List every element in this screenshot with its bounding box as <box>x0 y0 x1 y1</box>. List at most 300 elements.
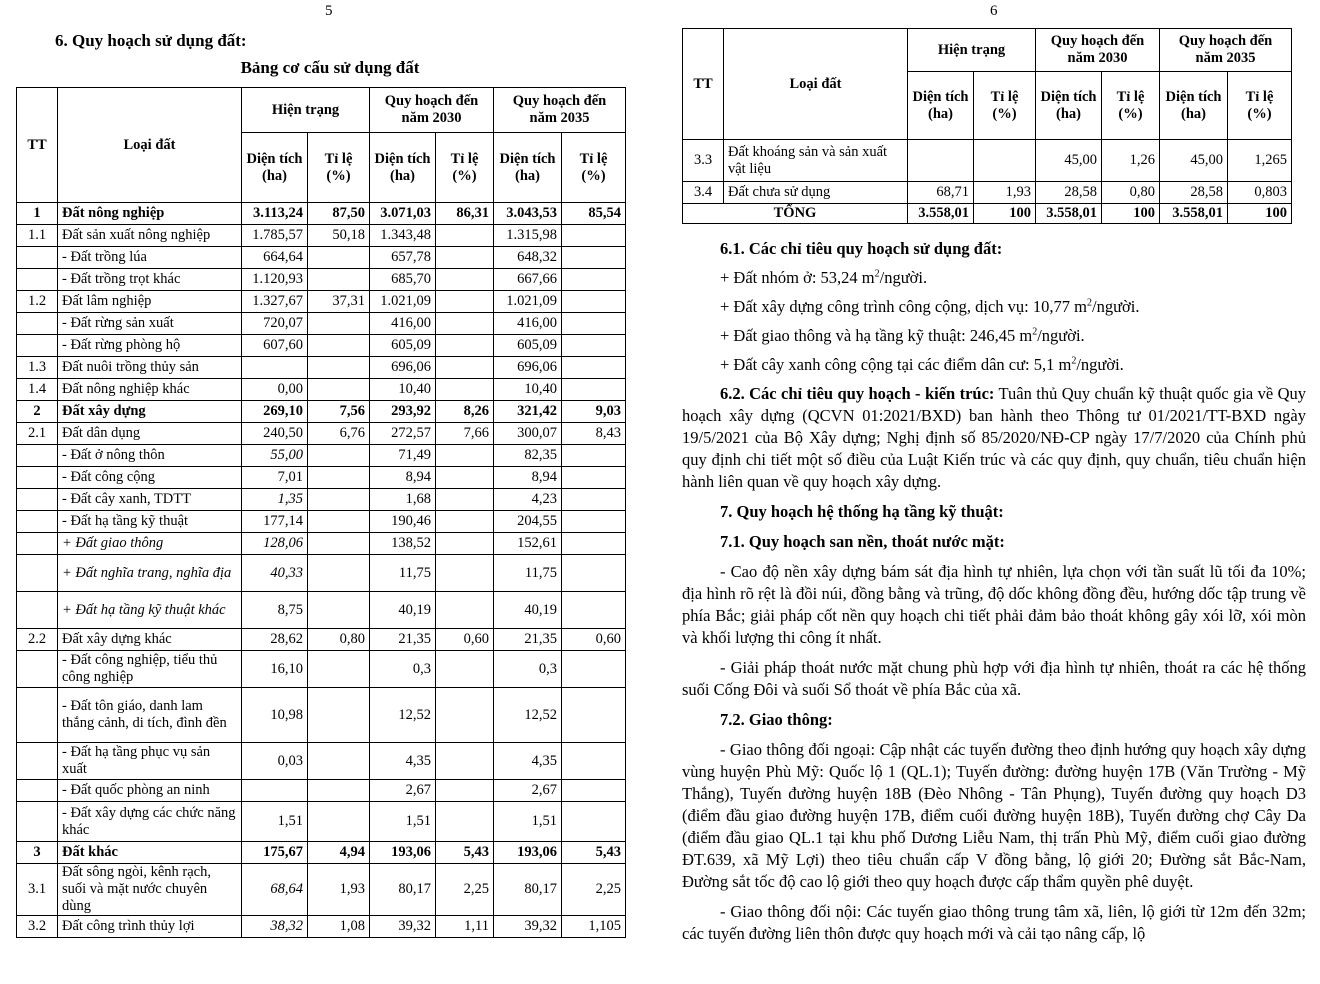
cell-q35-tl <box>562 651 626 688</box>
cell-tt <box>17 489 58 511</box>
cell-land-type: Đất công trình thủy lợi <box>58 916 242 938</box>
cell-ht-tl <box>308 555 370 592</box>
cell-q35-dt: 1,51 <box>494 802 562 842</box>
cell-q30-tl <box>436 467 494 489</box>
cell-tt: 1.2 <box>17 291 58 313</box>
cell-tt <box>17 743 58 780</box>
col-ti-le: Tỉ lệ (%) <box>1102 72 1160 140</box>
cell-ht-dt: 720,07 <box>242 313 308 335</box>
cell-ht-tl <box>308 511 370 533</box>
cell-tt <box>17 247 58 269</box>
col-ti-le: Tỉ lệ (%) <box>308 133 370 203</box>
cell-ht-dt <box>242 357 308 379</box>
cell-q35-tl: 5,43 <box>562 842 626 864</box>
table-row <box>17 780 626 802</box>
cell-q35-tl: 0,60 <box>562 629 626 651</box>
cell-q30-tl: 0,60 <box>436 629 494 651</box>
right-body-text <box>682 238 1306 945</box>
col-loai-dat: Loại đất <box>58 88 242 203</box>
cell-ht-dt <box>908 140 974 182</box>
cell-ht-dt: 55,00 <box>242 445 308 467</box>
cell-tt <box>17 467 58 489</box>
cell-q30-tl <box>436 743 494 780</box>
cell-ht-dt: 38,32 <box>242 916 308 938</box>
cell-ht-dt: 1,51 <box>242 802 308 842</box>
cell-q35-tl: 0,803 <box>1228 182 1292 204</box>
cell-q30-dt: 0,3 <box>370 651 436 688</box>
cell-q30-tl <box>436 313 494 335</box>
cell-q35-tl: 85,54 <box>562 203 626 225</box>
cell-tt: 3.1 <box>17 864 58 916</box>
table-row <box>17 916 626 938</box>
table-row <box>17 533 626 555</box>
cell-q30-tl <box>436 445 494 467</box>
cell-ht-dt: 8,75 <box>242 592 308 629</box>
cell-land-type: - Đất công nghiệp, tiểu thủ công nghiệp <box>58 651 242 688</box>
cell-q35-dt: 45,00 <box>1160 140 1228 182</box>
table-row <box>17 203 626 225</box>
cell-q30-dt: 8,94 <box>370 467 436 489</box>
cell-land-type: - Đất hạ tầng phục vụ sản xuất <box>58 743 242 780</box>
cell-land-type: Đất chưa sử dụng <box>724 182 908 204</box>
cell-ht-tl: 6,76 <box>308 423 370 445</box>
col-hien-trang: Hiện trạng <box>908 29 1036 72</box>
cell-tt <box>17 335 58 357</box>
table-row <box>17 423 626 445</box>
cell-q30-dt: 1.343,48 <box>370 225 436 247</box>
indicator-1: + Đất nhóm ở: 53,24 $m^2$/người. <box>720 268 928 287</box>
cell-q30-dt: 71,49 <box>370 445 436 467</box>
cell-q30-tl: 5,43 <box>436 842 494 864</box>
cell-tt <box>17 533 58 555</box>
cell-land-type: - Đất công cộng <box>58 467 242 489</box>
cell-q30-tl <box>436 780 494 802</box>
cell-q30-tl <box>436 651 494 688</box>
cell-q30-dt: 190,46 <box>370 511 436 533</box>
table-row <box>17 651 626 688</box>
cell-q30-dt: 685,70 <box>370 269 436 291</box>
table-row <box>17 688 626 743</box>
table-row <box>17 802 626 842</box>
cell-tt: 3.3 <box>683 140 724 182</box>
cell-q35-tl <box>562 489 626 511</box>
col-qh-2035: Quy hoạch đến năm 2035 <box>494 88 626 133</box>
table-row <box>17 864 626 916</box>
cell-ht-dt: 0,00 <box>242 379 308 401</box>
cell-land-type: - Đất tôn giáo, danh lam thắng cảnh, di tích, đình đền <box>58 688 242 743</box>
cell-q35-dt: 667,66 <box>494 269 562 291</box>
table-row <box>17 379 626 401</box>
cell-ht-tl <box>308 445 370 467</box>
cell-ht-dt: 28,62 <box>242 629 308 651</box>
cell-q35-tl <box>562 225 626 247</box>
cell-q35-dt: 4,23 <box>494 489 562 511</box>
cell-tt: 1.3 <box>17 357 58 379</box>
cell-q35-tl <box>562 592 626 629</box>
cell-q35-tl: 100 <box>1228 204 1292 224</box>
cell-q35-tl <box>562 780 626 802</box>
cell-ht-tl: 1,93 <box>974 182 1036 204</box>
cell-q35-dt: 8,94 <box>494 467 562 489</box>
cell-land-type: - Đất hạ tầng kỹ thuật <box>58 511 242 533</box>
col-loai-dat: Loại đất <box>724 29 908 140</box>
cell-ht-dt: 7,01 <box>242 467 308 489</box>
heading-6-1: 6.1. Các chỉ tiêu quy hoạch sử dụng đất: <box>720 239 1003 258</box>
cell-tt: 2 <box>17 401 58 423</box>
cell-q30-dt: 696,06 <box>370 357 436 379</box>
cell-q30-tl <box>436 592 494 629</box>
table-row <box>17 313 626 335</box>
cell-q30-dt: 193,06 <box>370 842 436 864</box>
cell-q30-tl <box>436 802 494 842</box>
cell-ht-tl <box>308 379 370 401</box>
cell-q30-dt: 3.558,01 <box>1036 204 1102 224</box>
table-row <box>17 335 626 357</box>
cell-q30-dt: 1,51 <box>370 802 436 842</box>
cell-ht-tl: 87,50 <box>308 203 370 225</box>
cell-q35-dt: 4,35 <box>494 743 562 780</box>
cell-q30-dt: 80,17 <box>370 864 436 916</box>
cell-ht-dt: 269,10 <box>242 401 308 423</box>
cell-q30-dt: 293,92 <box>370 401 436 423</box>
col-qh-2030: Quy hoạch đến năm 2030 <box>370 88 494 133</box>
cell-q30-dt: 1,68 <box>370 489 436 511</box>
cell-tt: 1.4 <box>17 379 58 401</box>
cell-q35-dt: 605,09 <box>494 335 562 357</box>
cell-land-type: Đất lâm nghiệp <box>58 291 242 313</box>
cell-tt <box>17 555 58 592</box>
cell-tt <box>17 313 58 335</box>
cell-ht-tl <box>308 313 370 335</box>
cell-ht-dt: 1.785,57 <box>242 225 308 247</box>
paragraph-6-2: 6.2. Các chỉ tiêu quy hoạch - kiến trúc: Tuân thủ Quy chuẩn kỹ thuật quốc gia về Quy hoạch xây dựng (QCVN 01:2021/BXD) ban hành theo Thông tư 01/2021/TT-BXD ngày 19/5/2021 của Bộ Xây dựng; Nghị định số 85/2020/NĐ-CP ngày 17/7/2020 của Chính phủ quy định chi tiết một số điều của Luật Kiến trúc và các quy định, quy chuẩn, tiêu chuẩn hiện hành liên quan về quy hoạch xây dựng. <box>682 384 1307 491</box>
cell-q35-dt: 0,3 <box>494 651 562 688</box>
cell-q35-dt: 3.043,53 <box>494 203 562 225</box>
cell-q35-tl <box>562 269 626 291</box>
cell-q35-dt: 80,17 <box>494 864 562 916</box>
cell-q35-tl <box>562 688 626 743</box>
cell-ht-tl: 1,08 <box>308 916 370 938</box>
cell-land-type: Đất xây dựng khác <box>58 629 242 651</box>
cell-q35-tl: 1,105 <box>562 916 626 938</box>
cell-q35-tl <box>562 445 626 467</box>
table-row <box>17 511 626 533</box>
cell-q35-tl <box>562 335 626 357</box>
cell-q35-dt: 648,32 <box>494 247 562 269</box>
cell-ht-dt: 1.120,93 <box>242 269 308 291</box>
cell-q30-dt: 40,19 <box>370 592 436 629</box>
cell-land-type: - Đất xây dựng các chức năng khác <box>58 802 242 842</box>
cell-q35-tl: 9,03 <box>562 401 626 423</box>
cell-q30-tl: 1,11 <box>436 916 494 938</box>
cell-tt <box>17 651 58 688</box>
cell-ht-tl <box>308 357 370 379</box>
col-dien-tich: Diện tích (ha) <box>908 72 974 140</box>
cell-ht-dt: 68,71 <box>908 182 974 204</box>
cell-ht-dt: 128,06 <box>242 533 308 555</box>
cell-ht-tl <box>308 533 370 555</box>
table-row <box>17 629 626 651</box>
cell-tt: 3 <box>17 842 58 864</box>
cell-q30-dt: 45,00 <box>1036 140 1102 182</box>
cell-q35-tl: 8,43 <box>562 423 626 445</box>
cell-q35-dt: 2,67 <box>494 780 562 802</box>
cell-land-type: Đất dân dụng <box>58 423 242 445</box>
cell-land-type: + Đất hạ tầng kỹ thuật khác <box>58 592 242 629</box>
cell-q35-tl: 2,25 <box>562 864 626 916</box>
cell-q35-dt: 12,52 <box>494 688 562 743</box>
cell-q35-dt: 152,61 <box>494 533 562 555</box>
cell-ht-dt: 240,50 <box>242 423 308 445</box>
cell-land-type: Đất sản xuất nông nghiệp <box>58 225 242 247</box>
col-tt: TT <box>683 29 724 140</box>
col-ti-le: Tỉ lệ (%) <box>974 72 1036 140</box>
total-row <box>683 204 1292 224</box>
cell-q35-tl <box>562 247 626 269</box>
land-use-table <box>16 87 626 938</box>
cell-tt <box>17 592 58 629</box>
cell-q35-dt: 1.315,98 <box>494 225 562 247</box>
cell-q35-tl <box>562 357 626 379</box>
cell-tt: 3.4 <box>683 182 724 204</box>
cell-q30-dt: 10,40 <box>370 379 436 401</box>
heading-7-2: 7.2. Giao thông: <box>720 710 833 729</box>
cell-q30-dt: 21,35 <box>370 629 436 651</box>
cell-q35-tl <box>562 802 626 842</box>
table-row <box>17 401 626 423</box>
col-dien-tich: Diện tích (ha) <box>1160 72 1228 140</box>
table-row <box>17 467 626 489</box>
cell-q35-tl <box>562 743 626 780</box>
cell-land-type: Đất xây dựng <box>58 401 242 423</box>
cell-q35-dt: 204,55 <box>494 511 562 533</box>
cell-ht-dt: 3.113,24 <box>242 203 308 225</box>
cell-ht-dt: 664,64 <box>242 247 308 269</box>
table-row <box>17 225 626 247</box>
heading-7-1: 7.1. Quy hoạch san nền, thoát nước mặt: <box>720 532 1005 551</box>
cell-ht-tl <box>308 247 370 269</box>
table-row <box>17 291 626 313</box>
cell-ht-dt: 40,33 <box>242 555 308 592</box>
table-row <box>17 489 626 511</box>
indicator-4: + Đất cây xanh công cộng tại các điểm dân cư: 5,1 $m^2$/người. <box>720 355 1124 374</box>
cell-tt: 1 <box>17 203 58 225</box>
cell-ht-tl: 0,80 <box>308 629 370 651</box>
cell-q35-tl <box>562 555 626 592</box>
cell-q30-tl: 8,26 <box>436 401 494 423</box>
cell-ht-dt: 177,14 <box>242 511 308 533</box>
cell-land-type: - Đất cây xanh, TDTT <box>58 489 242 511</box>
cell-ht-dt: 175,67 <box>242 842 308 864</box>
cell-tt: 2.2 <box>17 629 58 651</box>
cell-q30-tl: 1,26 <box>1102 140 1160 182</box>
cell-q30-dt: 1.021,09 <box>370 291 436 313</box>
cell-q35-tl <box>562 533 626 555</box>
cell-q30-tl <box>436 511 494 533</box>
cell-q30-tl <box>436 357 494 379</box>
cell-q30-tl: 0,80 <box>1102 182 1160 204</box>
cell-q35-dt: 3.558,01 <box>1160 204 1228 224</box>
page-number: 6 <box>990 3 998 19</box>
cell-ht-tl <box>308 335 370 357</box>
cell-q35-dt: 39,32 <box>494 916 562 938</box>
cell-q30-dt: 12,52 <box>370 688 436 743</box>
cell-q30-dt: 657,78 <box>370 247 436 269</box>
cell-land-type: - Đất quốc phòng an ninh <box>58 780 242 802</box>
cell-q30-tl: 2,25 <box>436 864 494 916</box>
cell-q30-tl <box>436 555 494 592</box>
cell-q35-tl <box>562 379 626 401</box>
cell-tt <box>17 269 58 291</box>
cell-q30-tl <box>436 335 494 357</box>
cell-land-type: Đất nuôi trồng thủy sản <box>58 357 242 379</box>
table-row <box>683 182 1292 204</box>
cell-ht-dt: 0,03 <box>242 743 308 780</box>
cell-ht-tl <box>308 592 370 629</box>
cell-land-type: - Đất rừng phòng hộ <box>58 335 242 357</box>
cell-q30-tl <box>436 688 494 743</box>
cell-tt: 3.2 <box>17 916 58 938</box>
cell-q30-dt: 28,58 <box>1036 182 1102 204</box>
table-row <box>17 357 626 379</box>
table-row <box>17 445 626 467</box>
cell-q35-dt: 10,40 <box>494 379 562 401</box>
cell-ht-dt: 3.558,01 <box>908 204 974 224</box>
cell-ht-tl: 50,18 <box>308 225 370 247</box>
col-ti-le: Tỉ lệ (%) <box>1228 72 1292 140</box>
cell-land-type: + Đất nghĩa trang, nghĩa địa <box>58 555 242 592</box>
cell-land-type: Đất sông ngòi, kênh rạch, suối và mặt nước chuyên dùng <box>58 864 242 916</box>
cell-q35-dt: 416,00 <box>494 313 562 335</box>
paragraph-7-2-b: - Giao thông đối nội: Các tuyến giao thông trung tâm xã, liên, lộ giới từ 12m đến 32m; các tuyến đường liên thôn được quy hoạch mới và cải tạo nâng cấp, lộ <box>682 902 1306 943</box>
cell-land-type: Đất nông nghiệp <box>58 203 242 225</box>
cell-ht-tl: 4,94 <box>308 842 370 864</box>
cell-ht-tl: 1,93 <box>308 864 370 916</box>
cell-q30-dt: 2,67 <box>370 780 436 802</box>
cell-q35-tl <box>562 313 626 335</box>
cell-q35-dt: 321,42 <box>494 401 562 423</box>
paragraph-7-1-b: - Giải pháp thoát nước mặt chung phù hợp với địa hình tự nhiên, thoát ra các hệ thống suối Cống Đôi và suối Sổ thoát về phía Bắc của xã. <box>682 658 1306 699</box>
cell-q35-dt: 40,19 <box>494 592 562 629</box>
cell-q30-dt: 416,00 <box>370 313 436 335</box>
cell-q30-dt: 272,57 <box>370 423 436 445</box>
cell-tt <box>17 445 58 467</box>
cell-q30-dt: 3.071,03 <box>370 203 436 225</box>
col-tt: TT <box>17 88 58 203</box>
cell-ht-tl <box>308 802 370 842</box>
col-hien-trang: Hiện trạng <box>242 88 370 133</box>
cell-ht-tl <box>308 743 370 780</box>
cell-ht-dt: 68,64 <box>242 864 308 916</box>
table-row <box>17 269 626 291</box>
col-dien-tich: Diện tích (ha) <box>370 133 436 203</box>
col-dien-tich: Diện tích (ha) <box>242 133 308 203</box>
indicator-3: + Đất giao thông và hạ tầng kỹ thuật: 246,45 $m^2$/người. <box>720 326 1085 345</box>
cell-land-type: - Đất ở nông thôn <box>58 445 242 467</box>
cell-q30-tl: 7,66 <box>436 423 494 445</box>
cell-ht-tl <box>308 688 370 743</box>
cell-ht-tl: 7,56 <box>308 401 370 423</box>
cell-ht-tl <box>308 651 370 688</box>
col-dien-tich: Diện tích (ha) <box>1036 72 1102 140</box>
cell-ht-dt: 16,10 <box>242 651 308 688</box>
page-number: 5 <box>325 3 333 19</box>
cell-ht-tl: 37,31 <box>308 291 370 313</box>
indicator-2: + Đất xây dựng công trình công cộng, dịch vụ: 10,77 $m^2$/người. <box>720 297 1140 316</box>
cell-tt <box>17 802 58 842</box>
cell-tt: 2.1 <box>17 423 58 445</box>
cell-q30-dt: 605,09 <box>370 335 436 357</box>
cell-q30-tl: 100 <box>1102 204 1160 224</box>
cell-q30-tl <box>436 533 494 555</box>
total-label: TỔNG <box>683 204 908 224</box>
col-ti-le: Tỉ lệ (%) <box>562 133 626 203</box>
table-row <box>17 743 626 780</box>
section-title: 6. Quy hoạch sử dụng đất: <box>55 31 247 50</box>
cell-q35-tl <box>562 291 626 313</box>
cell-q30-tl <box>436 247 494 269</box>
col-ti-le: Tỉ lệ (%) <box>436 133 494 203</box>
cell-land-type: - Đất rừng sản xuất <box>58 313 242 335</box>
cell-land-type: Đất nông nghiệp khác <box>58 379 242 401</box>
cell-q35-dt: 193,06 <box>494 842 562 864</box>
cell-land-type: - Đất trồng lúa <box>58 247 242 269</box>
cell-ht-dt: 607,60 <box>242 335 308 357</box>
paragraph-7-1-a: - Cao độ nền xây dựng bám sát địa hình tự nhiên, lựa chọn với tần suất lũ tối đa 10%; địa hình rõ rệt là đồi núi, đồng bằng và trũng, độ dốc không đồng đều, hướng dốc tập trung về phía Bắc; giải pháp cốt nền quy hoạch chi tiết phải đảm bảo thoát không gây xói lỡ, xói mòn và khối lượng thi công ít nhất. <box>682 562 1306 647</box>
cell-ht-dt: 1.327,67 <box>242 291 308 313</box>
cell-q35-dt: 82,35 <box>494 445 562 467</box>
heading-7: 7. Quy hoạch hệ thống hạ tầng kỹ thuật: <box>720 502 1004 521</box>
cell-q30-dt: 11,75 <box>370 555 436 592</box>
table-row <box>17 842 626 864</box>
cell-q35-dt: 300,07 <box>494 423 562 445</box>
table-row <box>17 592 626 629</box>
cell-q30-tl <box>436 291 494 313</box>
cell-ht-tl <box>974 140 1036 182</box>
cell-q35-tl: 1,265 <box>1228 140 1292 182</box>
cell-q30-tl <box>436 269 494 291</box>
cell-ht-tl <box>308 269 370 291</box>
cell-ht-dt: 10,98 <box>242 688 308 743</box>
cell-ht-dt: 1,35 <box>242 489 308 511</box>
cell-q35-tl <box>562 511 626 533</box>
table-row <box>17 247 626 269</box>
cell-q30-dt: 39,32 <box>370 916 436 938</box>
cell-tt: 1.1 <box>17 225 58 247</box>
cell-land-type: - Đất trồng trọt khác <box>58 269 242 291</box>
land-use-table-continued <box>682 28 1292 224</box>
cell-ht-tl <box>308 780 370 802</box>
cell-q30-tl <box>436 379 494 401</box>
paragraph-7-2-a: - Giao thông đối ngoại: Cập nhật các tuyến đường theo định hướng quy hoạch xây dựng vùng huyện Phù Mỹ: Quốc lộ 1 (QL.1); Tuyến đường: đường huyện 17B (Văn Trường - Mỹ Thắng), Tuyến đường huyện 18B (Đèo Nhông - Tân Phụng), Tuyến đường quy hoạch D3 (điểm đầu giao đường huyện 17B, điểm cuối đường huyện 18B), Tuyến đường chợ Cây Da (điểm đầu giao QL.1 tại khu phố Dương Liễu Nam, thị trấn Phù Mỹ, điểm cuối giao đường ĐT.639, xã Mỹ Lợi) theo tiêu chuẩn cấp V đồng bằng, lộ giới 20; Đường sắt Bắc-Nam, Đường sắt tốc độ cao lộ giới theo quy hoạch được cấp thẩm quyền phê duyệt. <box>682 740 1306 891</box>
cell-q35-dt: 28,58 <box>1160 182 1228 204</box>
cell-q35-dt: 1.021,09 <box>494 291 562 313</box>
cell-ht-tl: 100 <box>974 204 1036 224</box>
cell-q30-dt: 138,52 <box>370 533 436 555</box>
cell-tt <box>17 511 58 533</box>
cell-q35-dt: 21,35 <box>494 629 562 651</box>
cell-q30-tl <box>436 489 494 511</box>
table-title: Bảng cơ cấu sử dụng đất <box>240 58 420 77</box>
table-row <box>683 140 1292 182</box>
cell-tt <box>17 688 58 743</box>
cell-q30-tl: 86,31 <box>436 203 494 225</box>
table-row <box>17 555 626 592</box>
col-qh-2035: Quy hoạch đến năm 2035 <box>1160 29 1292 72</box>
cell-ht-tl <box>308 467 370 489</box>
col-dien-tich: Diện tích (ha) <box>494 133 562 203</box>
cell-land-type: + Đất giao thông <box>58 533 242 555</box>
